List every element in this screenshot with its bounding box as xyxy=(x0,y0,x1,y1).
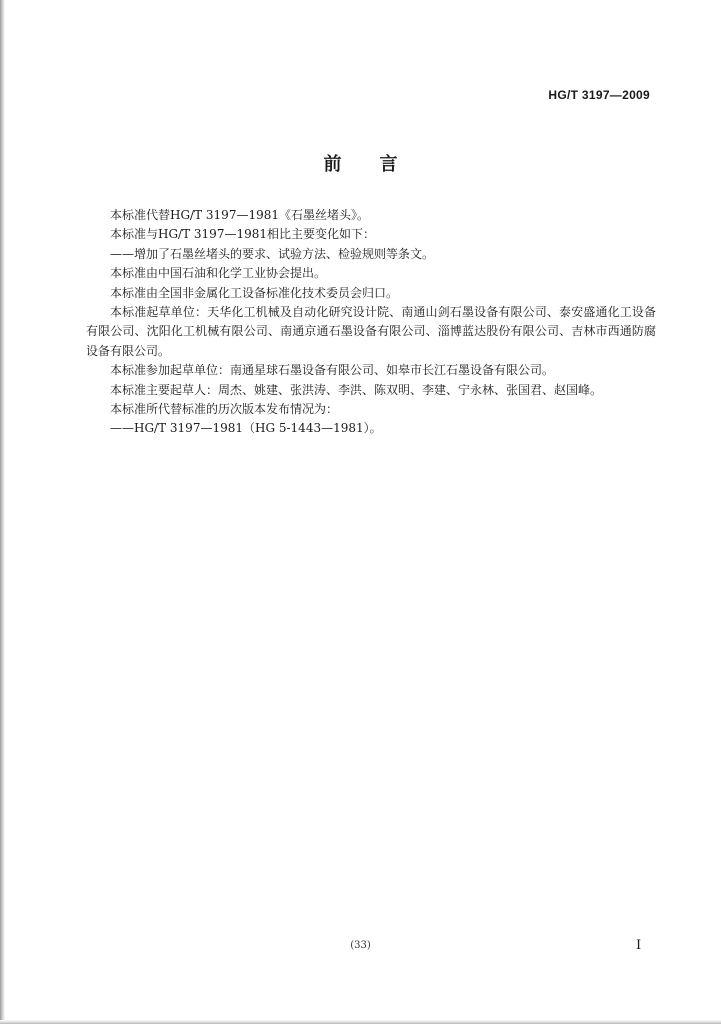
paragraph-history-intro: 本标准所代替标准的历次版本发布情况为： xyxy=(110,402,339,417)
roman-page-number: I xyxy=(636,938,642,953)
paragraph-drafting-units: 本标准起草单位：天华化工机械及自动化研究设计院、南通山剑石墨设备有限公司、泰安盛通化工设备有限公司、沈阳化工机械有限公司、南通京通石墨设备有限公司、淄博蓝达股份有限公司、吉林市西通防腐设备有限公司。 xyxy=(86,305,656,358)
paragraph-administered-by: 本标准由全国非金属化工设备标准化技术委员会归口。 xyxy=(110,285,399,300)
paragraph-changes-intro: 本标准与HG/T 3197—1981相比主要变化如下： xyxy=(110,227,375,242)
paragraph-history-item: ——HG/T 3197—1981（HG 5-1443—1981）。 xyxy=(110,421,382,436)
paragraph-participating-units: 本标准参加起草单位：南通星球石墨设备有限公司、如皋市长江石墨设备有限公司。 xyxy=(110,363,555,378)
scan-edge-bottom xyxy=(0,1020,721,1024)
foreword-body xyxy=(86,206,656,439)
page-number: (33) xyxy=(350,940,371,951)
page-title: 前言 xyxy=(323,154,436,175)
paragraph-replaces: 本标准代替HG/T 3197—1981《石墨丝堵头》。 xyxy=(110,208,369,222)
paragraph-proposed-by: 本标准由中国石油和化学工业协会提出。 xyxy=(110,266,327,281)
paragraph-drafters: 本标准主要起草人：周杰、姚建、张洪涛、李洪、陈双明、李建、宁永林、张国君、赵国峰。 xyxy=(110,382,603,397)
standard-number: HG/T 3197—2009 xyxy=(548,88,650,102)
paragraph-change-item: ——增加了石墨丝堵头的要求、试验方法、检验规则等条文。 xyxy=(110,246,435,261)
